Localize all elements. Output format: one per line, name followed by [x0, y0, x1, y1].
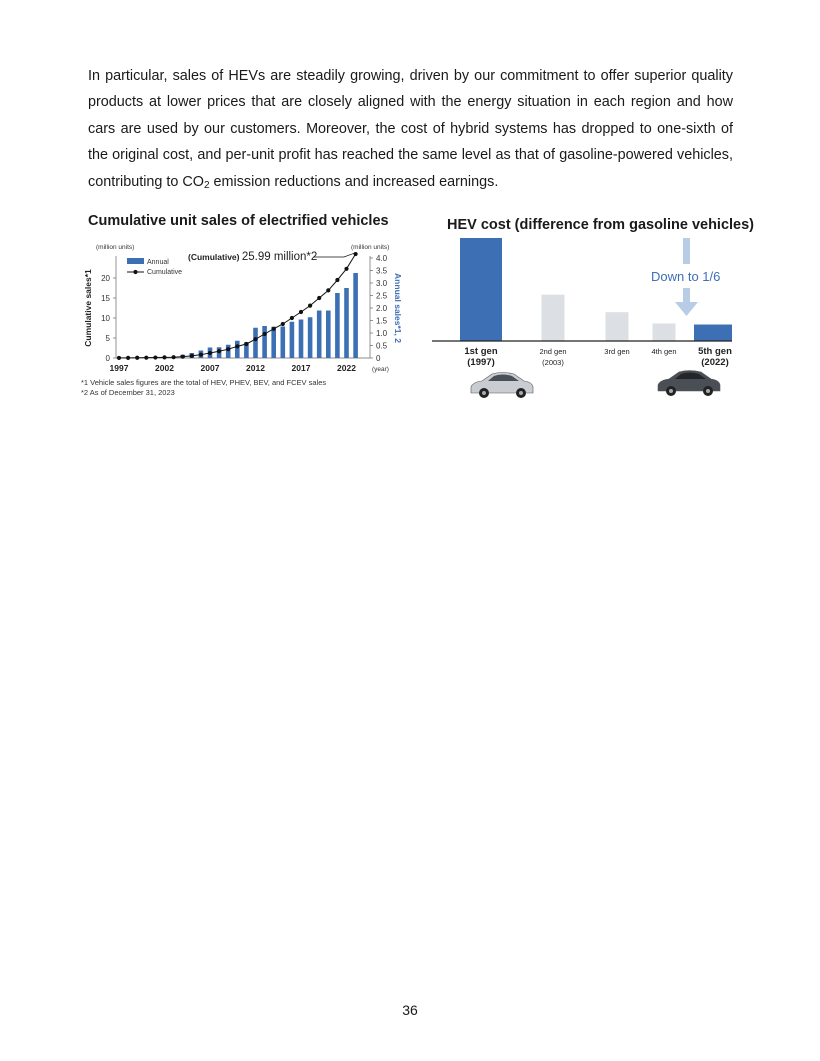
- left-tick-label: 10: [101, 314, 110, 323]
- cumulative-point: [190, 354, 194, 358]
- x-tick-label: 2002: [155, 363, 174, 373]
- first-gen-car-icon: [471, 373, 533, 399]
- cumulative-point: [126, 356, 130, 360]
- left-tick-label: 15: [101, 294, 110, 303]
- cumulative-point: [199, 353, 203, 357]
- x-tick-label: 2007: [200, 363, 220, 373]
- cumulative-point: [162, 355, 166, 359]
- cost-category-label: 3rd gen: [604, 347, 630, 356]
- annual-bar: [253, 328, 258, 358]
- cost-category-year: (2003): [542, 358, 564, 367]
- cost-category-label: 1st gen: [464, 346, 498, 357]
- cumulative-point: [335, 278, 339, 282]
- cumulative-point: [208, 351, 212, 355]
- annotation-prefix: (Cumulative): [188, 252, 242, 262]
- arrow-shaft-bottom: [683, 288, 690, 303]
- car-hub-front: [669, 389, 673, 393]
- annotation-value: 25.99 million*2: [241, 251, 318, 263]
- annual-bar: [353, 273, 358, 358]
- cost-category-year: (2022): [701, 357, 729, 368]
- cumulative-point: [272, 327, 276, 331]
- cost-bar-4: [653, 323, 676, 341]
- annual-bar: [326, 311, 331, 359]
- annual-bar: [344, 288, 349, 358]
- left-axis-unit: (million units): [96, 244, 135, 251]
- page-number: 36: [402, 1002, 418, 1018]
- annual-bar: [335, 293, 340, 358]
- cumulative-point: [217, 349, 221, 353]
- left-tick-label: 0: [105, 354, 110, 363]
- cost-bar-3: [606, 312, 629, 341]
- paragraph-text: In particular, sales of HEVs are steadily growing, driven by our commitment to offer superior quality products at lower prices that are closely aligned with the energy situation in each region and how cars are used by our customers. Moreover, the cost of hybrid systems has dropped to one-sixth of the original cost, and per-unit profit has reached the same level as that of gasoline-powered vehicles, contributing to CO: [88, 68, 733, 190]
- annual-bar: [308, 317, 313, 358]
- left-axis-title: Cumulative sales*1: [83, 269, 93, 347]
- car-hub-rear: [706, 389, 710, 393]
- cumulative-point: [135, 356, 139, 360]
- cumulative-annotation: [188, 251, 317, 263]
- cumulative-point: [253, 337, 257, 341]
- car-hub-front: [482, 391, 486, 395]
- cumulative-point: [290, 316, 294, 320]
- cumulative-sales-chart: [78, 240, 408, 380]
- annual-bar: [290, 322, 295, 358]
- x-axis-unit: (year): [372, 366, 389, 373]
- right-tick-label: 3.0: [376, 279, 388, 288]
- paragraph-text-end: emission reductions and increased earnings.: [209, 173, 499, 190]
- cumulative-point: [308, 304, 312, 308]
- annual-bar: [281, 327, 286, 359]
- legend-swatch-cumulative-point: [133, 270, 137, 274]
- hev-cost-chart-title: HEV cost (difference from gasoline vehicles): [447, 217, 755, 233]
- co2-subscript: 2: [203, 179, 210, 191]
- cost-category-year: (1997): [467, 357, 495, 368]
- annual-bar: [262, 326, 267, 358]
- cumulative-point: [144, 356, 148, 360]
- intro-paragraph: [88, 63, 733, 199]
- annual-bar: [299, 320, 304, 359]
- legend-swatch-annual: [127, 258, 144, 264]
- right-tick-label: 1.5: [376, 316, 388, 326]
- left-tick-label: 20: [101, 274, 110, 283]
- down-arrow-icon: [675, 302, 698, 316]
- cumulative-point: [354, 252, 358, 256]
- left-tick-label: 5: [105, 334, 110, 343]
- x-tick-label: 1997: [109, 363, 129, 373]
- annual-bar: [235, 341, 240, 358]
- cumulative-point: [263, 332, 267, 336]
- right-tick-label: 0: [376, 354, 381, 363]
- right-axis-title: Annual sales*1, 2: [393, 273, 403, 343]
- cumulative-point: [344, 267, 348, 271]
- right-tick-label: 2.5: [376, 291, 388, 301]
- footnote-1: *1 Vehicle sales figures are the total of HEV, PHEV, BEV, and FCEV sales: [81, 378, 327, 387]
- cumulative-point: [153, 355, 157, 359]
- cumulative-point: [299, 310, 303, 314]
- right-tick-label: 0.5: [376, 341, 388, 351]
- footnote-2: *2 As of December 31, 2023: [81, 388, 175, 397]
- x-tick-label: 2022: [337, 363, 356, 373]
- annual-bar: [271, 327, 276, 358]
- cumulative-point: [244, 342, 248, 346]
- legend-label-annual: Annual: [147, 259, 169, 266]
- cumulative-point: [326, 288, 330, 292]
- cumulative-point: [181, 355, 185, 359]
- cumulative-point: [235, 344, 239, 348]
- cumulative-point: [281, 322, 285, 326]
- x-tick-label: 2012: [246, 363, 265, 373]
- right-axis-unit: (million units): [351, 244, 390, 251]
- hev-cost-chart: [432, 232, 732, 410]
- annual-bar: [317, 311, 322, 359]
- cost-bar-2: [542, 295, 565, 341]
- right-tick-label: 4.0: [376, 254, 388, 263]
- cumulative-point: [226, 347, 230, 351]
- car-hub-rear: [519, 391, 523, 395]
- cumulative-point: [172, 355, 176, 359]
- right-tick-label: 3.5: [376, 266, 388, 276]
- cost-bar-1: [460, 238, 502, 341]
- cumulative-point: [117, 356, 121, 360]
- legend-label-cumulative: Cumulative: [147, 269, 183, 276]
- cumulative-point: [317, 296, 321, 300]
- cost-category-label: 4th gen: [651, 347, 677, 356]
- right-tick-label: 2.0: [376, 304, 388, 313]
- annotation-leader-line: [314, 253, 355, 257]
- x-tick-label: 2017: [291, 363, 311, 373]
- cost-bar-5: [694, 325, 732, 341]
- down-to-one-sixth-annotation: Down to 1/6: [651, 269, 721, 284]
- cumulative-chart-title: Cumulative unit sales of electrified vehicles: [88, 213, 389, 229]
- right-tick-label: 1.0: [376, 329, 388, 338]
- annual-bar: [226, 345, 231, 358]
- cost-category-label: 5th gen: [698, 346, 732, 357]
- cost-category-label: 2nd gen: [539, 347, 567, 356]
- arrow-shaft-top: [683, 238, 690, 264]
- fifth-gen-car-icon: [658, 371, 720, 397]
